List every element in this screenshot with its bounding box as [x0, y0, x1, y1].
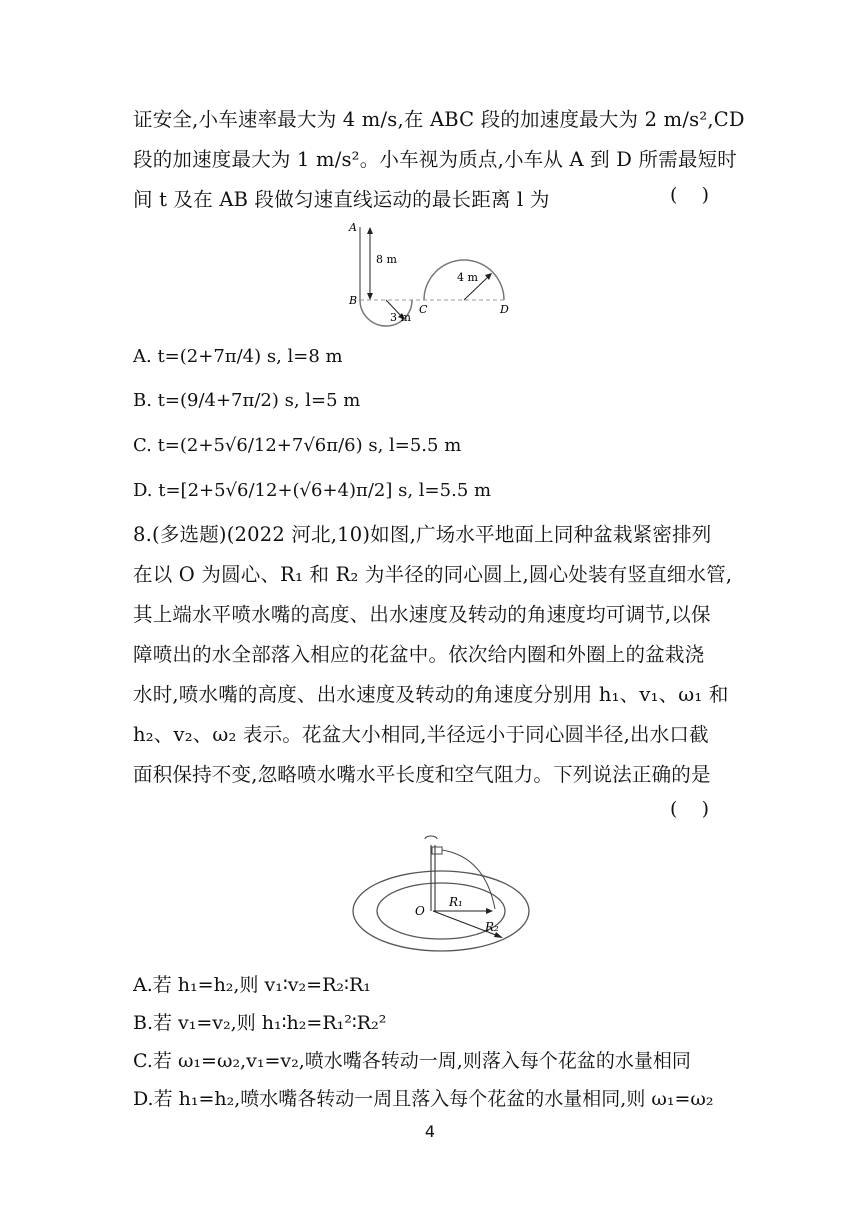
q7-option-b: B. t=(9/4+7π/2) s, l=5 m — [133, 390, 361, 411]
q7-option-d: D. t=[2+5√6/12+(√6+4)π/2] s, l=5.5 m — [133, 480, 492, 501]
radius-big-label: 4 m — [457, 271, 478, 284]
q8-line-4: 障喷出的水全部落入相应的花盆中。依次给内圈和外圈上的盆栽浇 — [133, 643, 705, 666]
q7-track-diagram — [340, 215, 520, 335]
q8-line-5: 水时,喷水嘴的高度、出水速度及转动的角速度分别用 h₁、v₁、ω₁ 和 — [133, 683, 729, 706]
q7-answer-paren: ( ) — [670, 184, 709, 206]
q8-option-c: C.若 ω₁=ω₂,v₁=v₂,喷水嘴各转动一周,则落入每个花盆的水量相同 — [133, 1050, 691, 1072]
label-r2: R₂ — [485, 920, 499, 934]
q7-option-a: A. t=(2+7π/4) s, l=8 m — [133, 346, 343, 367]
q8-line-3: 其上端水平喷水嘴的高度、出水速度及转动的角速度均可调节,以保 — [133, 603, 711, 626]
q8-line-6: h₂、v₂、ω₂ 表示。花盆大小相同,半径远小于同心圆半径,出水口截 — [133, 723, 709, 746]
length-ab-label: 8 m — [376, 253, 397, 266]
q8-line-2: 在以 O 为圆心、R₁ 和 R₂ 为半径的同心圆上,圆心处装有竖直细水管, — [133, 563, 733, 586]
label-r1: R₁ — [449, 895, 463, 909]
label-d: D — [500, 303, 509, 316]
q7-line-2: 段的加速度最大为 1 m/s²。小车视为质点,小车从 A 到 D 所需最短时 — [133, 148, 737, 171]
q8-option-b: B.若 v₁=v₂,则 h₁∶h₂=R₁²∶R₂² — [133, 1012, 387, 1034]
q7-line-3: 间 t 及在 AB 段做匀速直线运动的最长距离 l 为 — [133, 188, 550, 211]
q7-option-c: C. t=(2+5√6/12+7√6π/6) s, l=5.5 m — [133, 435, 462, 456]
q8-line-1: 8.(多选题)(2022 河北,10)如图,广场水平地面上同种盆栽紧密排列 — [133, 523, 712, 546]
label-a: A — [349, 221, 357, 234]
label-b: B — [349, 294, 358, 307]
q8-line-7: 面积保持不变,忽略喷水嘴水平长度和空气阻力。下列说法正确的是 — [133, 763, 711, 786]
q8-option-d: D.若 h₁=h₂,喷水嘴各转动一周且落入每个花盆的水量相同,则 ω₁=ω₂ — [133, 1088, 714, 1110]
q7-line-1: 证安全,小车速率最大为 4 m/s,在 ABC 段的加速度最大为 2 m/s²,CD — [133, 108, 745, 131]
label-o: O — [415, 904, 425, 918]
radius-small-label: 3 m — [390, 311, 411, 324]
q8-option-a: A.若 h₁=h₂,则 v₁∶v₂=R₂∶R₁ — [133, 974, 371, 996]
label-c: C — [419, 303, 428, 316]
q8-answer-paren: ( ) — [670, 798, 709, 820]
page-number: 4 — [424, 1122, 436, 1141]
q8-sprinkler-diagram — [345, 825, 535, 955]
